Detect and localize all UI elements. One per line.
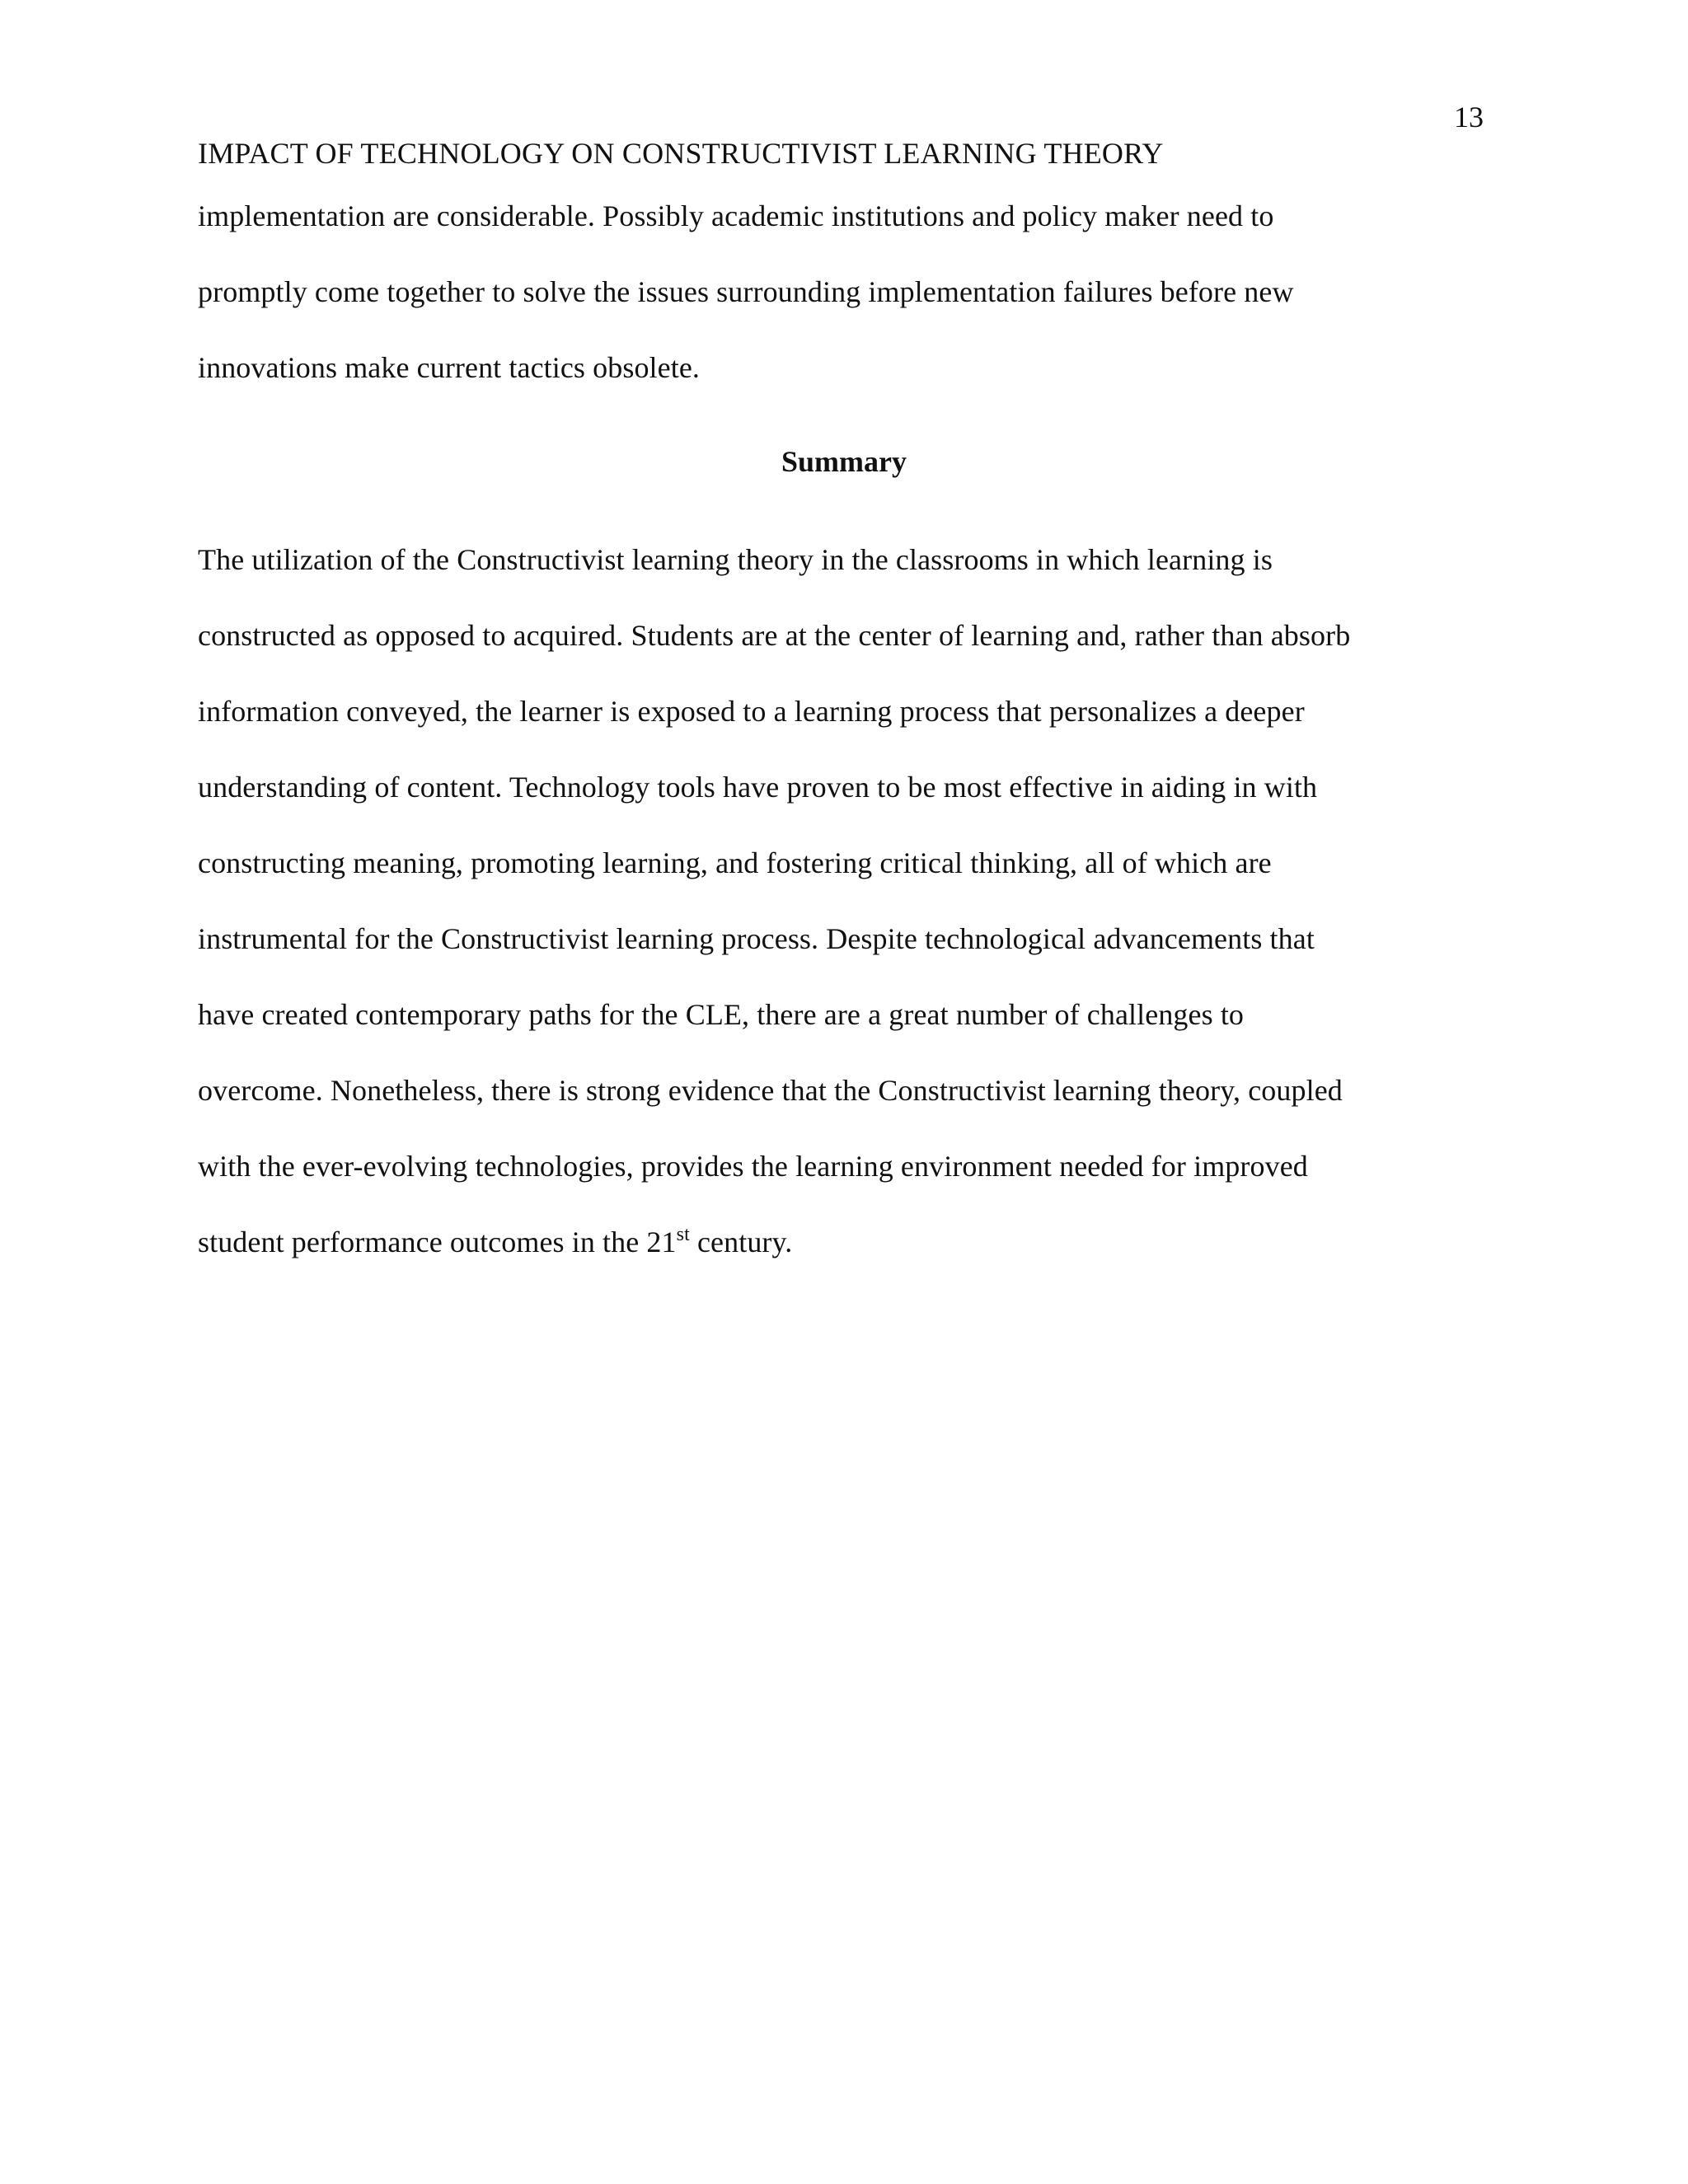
paragraph-line: promptly come together to solve the issues surrounding implementation failures before new (198, 275, 1294, 308)
paragraph-line: information conveyed, the learner is exposed to a learning process that personalizes a deeper (198, 695, 1305, 728)
paragraph-line: constructed as opposed to acquired. Students are at the center of learning and, rather than absorb (198, 619, 1351, 652)
paragraph-line: innovations make current tactics obsolete. (198, 351, 701, 384)
paragraph-line-last (198, 1222, 792, 1262)
paragraph-line: overcome. Nonetheless, there is strong evidence that the Constructivist learning theory, coupled (198, 1074, 1343, 1107)
last-line-text-end: century. (689, 1226, 793, 1258)
paragraph-line: implementation are considerable. Possibly academic institutions and policy maker need to (198, 199, 1274, 232)
ordinal-superscript: st (676, 1224, 690, 1245)
paragraph-line: understanding of content. Technology tools have proven to be most effective in aiding in with (198, 771, 1318, 804)
page-number: 13 (1454, 101, 1484, 134)
paragraph-line: have created contemporary paths for the CLE, there are a great number of challenges to (198, 998, 1245, 1031)
paragraph-line: with the ever-evolving technologies, provides the learning environment needed for improved (198, 1150, 1308, 1183)
section-heading: Summary (781, 445, 907, 478)
last-line-text: student performance outcomes in the 21 (198, 1226, 677, 1258)
paragraph-line: instrumental for the Constructivist learning process. Despite technological advancements that (198, 922, 1315, 955)
paragraph-line: constructing meaning, promoting learning, and fostering critical thinking, all of which are (198, 846, 1272, 879)
running-head: IMPACT OF TECHNOLOGY ON CONSTRUCTIVIST LEARNING THEORY (198, 137, 1164, 170)
paragraph-line: The utilization of the Constructivist learning theory in the classrooms in which learning is (198, 543, 1273, 576)
